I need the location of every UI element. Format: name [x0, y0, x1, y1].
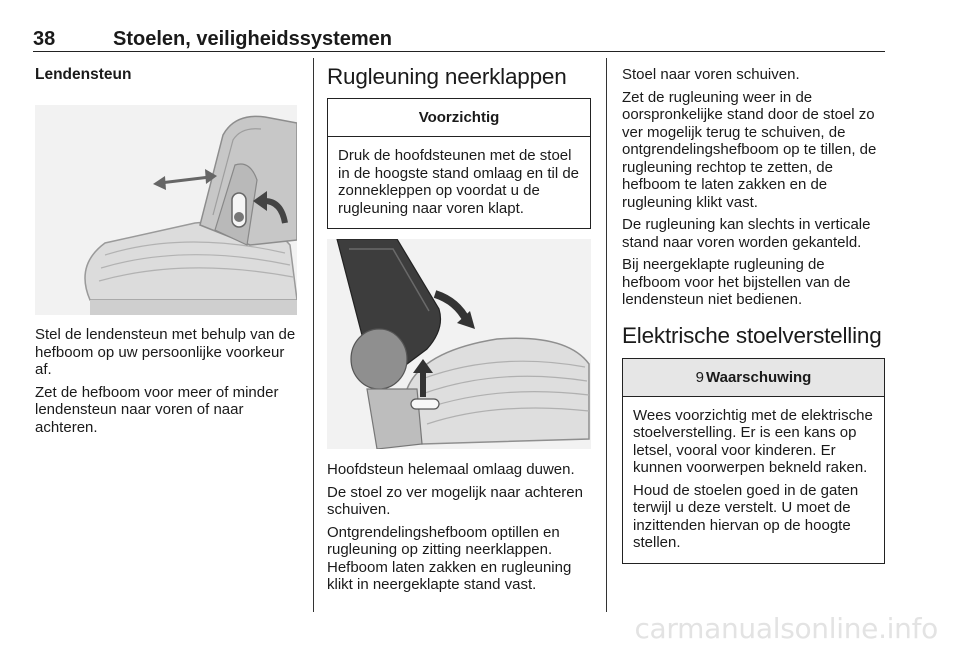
fold-paragraph: Hoofdsteun helemaal omlaag duwen. [327, 461, 575, 478]
watermark: carmanualsonline.info [634, 612, 938, 645]
page-header [33, 27, 885, 52]
column-fold-backrest [327, 58, 591, 599]
restore-paragraph: De rugleuning kan slechts in verticale stand naar voren worden gekanteld. [622, 216, 871, 251]
caution-box [327, 98, 591, 229]
lumbar-support-illustration [35, 105, 297, 315]
caution-title: Voorzichtig [328, 99, 590, 137]
restore-paragraph: Zet de rugleuning weer in de oorspronkelijke stand door de stoel zo ver mogelijk terug te schuiven, de ontgrendelingshefboom op te tillen, de rugleuning rechtop te zetten, de hefboom te laten zakken en de rugleuning klikt vast. [622, 88, 877, 211]
column-electric-seat [622, 58, 885, 564]
lumbar-paragraph: Stel de lendensteun met behulp van de hefboom op uw persoonlijke voorkeur af. [35, 326, 296, 378]
section-heading-fold-backrest: Rugleuning neerklappen [327, 64, 567, 89]
warning-header [623, 359, 884, 397]
warning-icon: 9 [695, 368, 705, 386]
column-lumbar-support [35, 58, 297, 441]
chapter-title: Stoelen, veiligheidssystemen [113, 28, 392, 50]
restore-paragraph: Stoel naar voren schuiven. [622, 66, 800, 83]
lumbar-paragraph: Zet de hefboom voor meer of minder lendensteun naar voren of naar achteren. [35, 383, 279, 436]
column-divider [606, 58, 607, 612]
warning-paragraph: Houd de stoelen goed in de gaten terwijl u deze verstelt. U moet de inzittenden hiervan op de hoogte stellen. [633, 481, 859, 551]
warning-paragraph: Wees voorzichtig met de elektrische stoelverstelling. Er is een kans op letsel, vooral voor kinderen. Er kunnen voorwerpen bekneld raken. [633, 406, 873, 476]
warning-box [622, 358, 885, 564]
fold-paragraph: De stoel zo ver mogelijk naar achteren schuiven. [327, 483, 583, 518]
restore-paragraph: Bij neergeklapte rugleuning de hefboom voor het bijstellen van de lendensteun niet bedienen. [622, 256, 851, 308]
warning-title: Waarschuwing [706, 368, 812, 386]
fold-paragraph: Ontgrendelingshefboom optillen en rugleuning op zitting neerklappen. Hefboom laten zakken en rugleuning klikt in neergeklapte stand vast. [327, 523, 572, 593]
section-heading-lumbar: Lendensteun [35, 66, 132, 83]
page-number: 38 [33, 28, 56, 50]
fold-backrest-illustration [327, 239, 591, 449]
caution-text: Druk de hoofdsteunen met de stoel in de hoogste stand omlaag en til de zonnekleppen op voordat u de rugleuning naar voren klapt. [338, 147, 580, 217]
section-heading-electric-seat: Elektrische stoelverstelling [622, 322, 882, 348]
column-divider [313, 58, 314, 612]
